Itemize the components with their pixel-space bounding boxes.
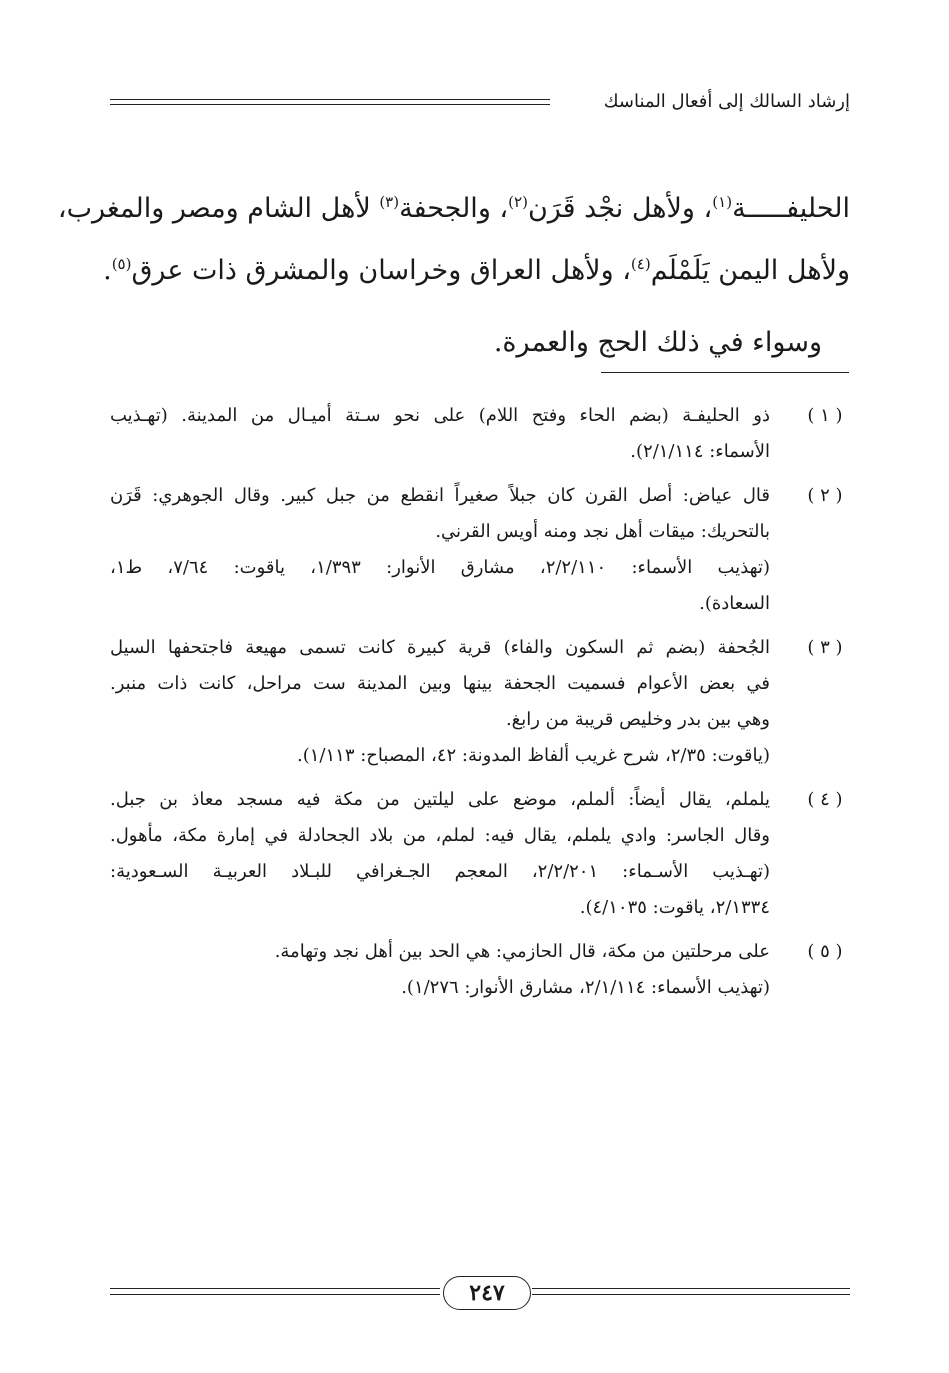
footnote-line: قال عياض: أصل القرن كان جبلاً صغيراً انقطع من جبل كبير. وقال الجوهري: قَرَن	[110, 485, 770, 506]
footnote-line: (تهذيب الأسماء: ٢/٢/١١٠، مشارق الأنوار: ١/٣٩٣، ياقوت: ٧/٦٤، ط١،	[110, 557, 770, 578]
footnote	[110, 782, 850, 926]
text-run: ولأهل اليمن يَلَمْلَم	[650, 255, 850, 286]
footnote	[110, 630, 850, 774]
footnote-ref[interactable]: (٥)	[111, 255, 132, 273]
footnote-line: الجُحفة (بضم ثم السكون والفاء) قرية كبيرة كانت تسمى مهيعة فاجتحفها السيل	[110, 637, 770, 658]
footnote-line: ذو الحليفـة (بضم الحاء وفتح اللام) على نحو سـتة أميـال من المدينة. (تهـذيب	[110, 405, 770, 426]
main-text	[57, 178, 850, 374]
footnote-number: ( ٤ )	[807, 789, 843, 810]
footnote-line: (ياقوت: ٢/٣٥، شرح غريب ألفاظ المدونة: ٤٢، المصباح: ١/١١٣).	[297, 745, 770, 766]
text-run: الحليفـــــة	[732, 193, 850, 224]
main-line: وسواء في ذلك الحج والعمرة.	[493, 327, 822, 358]
running-header	[110, 88, 850, 116]
footnote-line: (تهذيب الأسماء: ٢/١/١١٤، مشارق الأنوار: ١/٢٧٦).	[401, 977, 770, 998]
footnote-number: ( ٣ )	[807, 637, 843, 658]
footnote-number: ( ٥ )	[807, 941, 843, 962]
footnote-ref[interactable]: (٤)	[630, 255, 651, 273]
footnote-ref[interactable]: (٣)	[379, 193, 400, 211]
footnote-number: ( ١ )	[807, 405, 843, 426]
footnote-ref[interactable]: (٢)	[508, 193, 528, 211]
header-rule-bottom	[110, 104, 550, 105]
footnote-line: في بعض الأعوام فسميت الجحفة بينها وبين المدينة ست مراحل، كانت ذات منبر.	[110, 673, 770, 694]
footnote-line: (تهـذيب الأسـماء: ٢/٢/٢٠١، المعجم الجـغرافي للبـلاد العربيـة السـعودية:	[110, 861, 770, 882]
footnote-line: وقال الجاسر: وادي يلملم، يقال فيه: لملم، من بلاد الجحادلة في إمارة مكة، مأهول.	[110, 825, 770, 846]
text-run: .	[103, 255, 112, 286]
footnote	[110, 478, 850, 622]
footnotes	[110, 398, 850, 1014]
footnote-line: ٢/١٣٣٤، ياقوت: ٤/١٠٣٥).	[579, 897, 770, 918]
footnote	[110, 398, 850, 470]
page-footer	[110, 1274, 850, 1314]
footnote-line: على مرحلتين من مكة، قال الحازمي: هي الحد بين أهل نجد وتهامة.	[274, 941, 770, 962]
main-line	[57, 178, 850, 240]
footer-rule	[110, 1288, 440, 1289]
footnote	[110, 934, 850, 1006]
footnote-number: ( ٢ )	[807, 485, 843, 506]
footnote-line: السعادة).	[699, 593, 770, 614]
page-number: ٢٤٧	[443, 1276, 531, 1310]
text-run: ، ولأهل نجْد قَرَن	[527, 193, 713, 224]
footnote-line: بالتحريك: ميقات أهل نجد ومنه أويس القرني.	[435, 521, 770, 542]
text-run: ، والجحفة	[399, 193, 509, 224]
text-run: لأهل الشام ومصر والمغرب،	[57, 193, 380, 224]
footnote-line: وهي بين بدر وخليص قريبة من رابغ.	[505, 709, 770, 730]
footnote-line: يلملم، يقال أيضاً: ألملم، موضع على ليلتين من مكة فيه مسجد معاذ بن جبل.	[110, 789, 770, 810]
book-title: إرشاد السالك إلى أفعال المناسك	[594, 88, 850, 116]
header-rule-top	[110, 99, 550, 100]
text-run: ، ولأهل العراق وخراسان والمشرق ذات عرق	[131, 255, 631, 286]
footer-rule	[532, 1288, 850, 1289]
footnote-separator	[601, 372, 849, 373]
main-line	[103, 240, 850, 302]
footer-rule	[532, 1294, 850, 1295]
footer-rule	[110, 1294, 440, 1295]
footnote-line: الأسماء: ٢/١/١١٤).	[630, 441, 770, 462]
footnote-ref[interactable]: (١)	[712, 193, 733, 211]
